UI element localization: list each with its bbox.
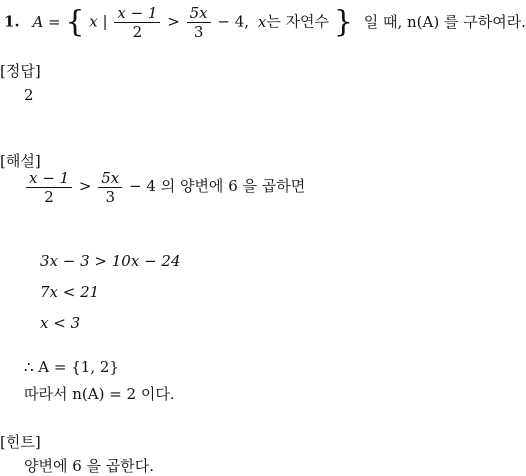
problem-number: 1. <box>4 12 20 31</box>
fraction-denominator: 3 <box>105 187 116 206</box>
solution-label: [해설] <box>0 152 41 170</box>
fraction-5x-over-3 <box>98 169 122 206</box>
condition-bar: | <box>102 12 108 31</box>
fraction-5x-over-3 <box>187 4 211 41</box>
fraction-denominator: 2 <box>44 187 54 206</box>
variable-x: x <box>257 12 267 31</box>
fraction-numerator: x − 1 <box>114 4 160 23</box>
natural-number-condition: 는 자연수 <box>266 12 330 31</box>
answer-value: 2 <box>24 86 34 104</box>
conclusion-line: 따라서 n(A) = 2 이다. <box>24 385 175 403</box>
solution-step-2: 7x < 21 <box>40 283 100 301</box>
fraction-numerator: x − 1 <box>26 169 72 188</box>
condition-variable: x <box>89 12 98 31</box>
fraction-x-minus-1-over-2 <box>26 169 72 206</box>
solution-step-3: x < 3 <box>40 314 81 332</box>
brace-open: { <box>65 4 85 40</box>
solution-first-line <box>24 166 305 206</box>
greater-than-sign: > <box>78 177 92 195</box>
hint-label: [힌트] <box>0 433 41 451</box>
solution-step-1: 3x − 3 > 10x − 24 <box>40 252 181 270</box>
fraction-numerator: 5x <box>98 169 122 188</box>
fraction-denominator: 2 <box>132 23 143 41</box>
brace-close: } <box>333 4 353 40</box>
greater-than-sign: > <box>167 12 180 31</box>
fraction-numerator: 5x <box>187 4 211 23</box>
set-definition: A = <box>32 12 66 31</box>
minus-four: − 4, <box>217 12 250 31</box>
therefore-line: ∴ A = {1, 2} <box>24 358 119 376</box>
hint-text: 양변에 6 을 곱한다. <box>24 457 155 475</box>
fraction-x-minus-1-over-2 <box>114 4 160 41</box>
answer-label: [정답] <box>0 62 41 80</box>
problem-statement <box>4 4 526 41</box>
solution-instruction: − 4 의 양변에 6 을 곱하면 <box>129 177 306 195</box>
problem-question: 일 때, n(A) 를 구하여라. <box>363 12 526 31</box>
fraction-denominator: 3 <box>193 23 204 41</box>
